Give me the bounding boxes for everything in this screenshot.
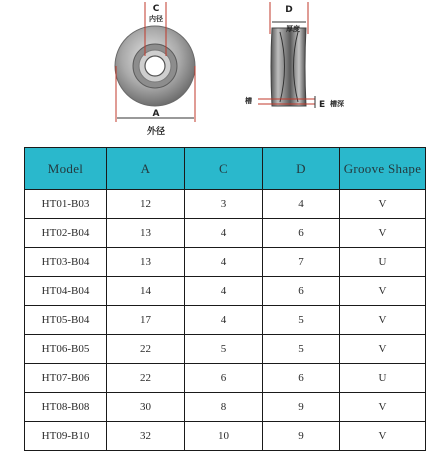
- label-groove-cn: 槽: [245, 97, 252, 105]
- label-d: D: [285, 5, 293, 15]
- cell-model: HT06-B05: [25, 335, 107, 364]
- cell-c: 10: [185, 422, 263, 451]
- label-c-cn: 内径: [149, 15, 163, 23]
- cell-model: HT02-B04: [25, 219, 107, 248]
- cell-groove: V: [340, 422, 426, 451]
- cell-c: 4: [185, 306, 263, 335]
- cell-d: 9: [263, 422, 340, 451]
- table-row: [25, 219, 426, 248]
- cell-a: 22: [107, 335, 185, 364]
- cell-a: 17: [107, 306, 185, 335]
- cell-c: 8: [185, 393, 263, 422]
- cell-groove: V: [340, 393, 426, 422]
- cell-a: 14: [107, 277, 185, 306]
- cell-model: HT05-B04: [25, 306, 107, 335]
- cell-c: 4: [185, 219, 263, 248]
- header-model: Model: [25, 148, 107, 190]
- label-e-cn: 槽深: [330, 100, 344, 108]
- cell-a: 22: [107, 364, 185, 393]
- table-row: [25, 335, 426, 364]
- cell-groove: U: [340, 364, 426, 393]
- table-row: [25, 190, 426, 219]
- cell-c: 5: [185, 335, 263, 364]
- spec-table-header: [25, 148, 426, 190]
- cell-d: 6: [263, 364, 340, 393]
- front-view-bearing: [115, 26, 195, 106]
- cell-groove: U: [340, 248, 426, 277]
- table-row: [25, 306, 426, 335]
- table-row: [25, 248, 426, 277]
- cell-model: HT07-B06: [25, 364, 107, 393]
- label-e: E: [319, 100, 326, 110]
- cell-a: 12: [107, 190, 185, 219]
- label-c: C: [152, 4, 160, 14]
- label-a-cn: 外径: [146, 127, 166, 137]
- cell-d: 6: [263, 277, 340, 306]
- cell-c: 3: [185, 190, 263, 219]
- cell-c: 6: [185, 364, 263, 393]
- cell-a: 13: [107, 219, 185, 248]
- label-a: A: [152, 109, 160, 119]
- cell-groove: V: [340, 277, 426, 306]
- side-view-bearing: [271, 28, 306, 106]
- cell-d: 4: [263, 190, 340, 219]
- header-groove-shape: Groove Shape: [340, 148, 426, 190]
- header-c: C: [185, 148, 263, 190]
- cell-model: HT04-B04: [25, 277, 107, 306]
- cell-model: HT09-B10: [25, 422, 107, 451]
- cell-a: 30: [107, 393, 185, 422]
- cell-c: 4: [185, 248, 263, 277]
- cell-d: 9: [263, 393, 340, 422]
- cell-d: 6: [263, 219, 340, 248]
- bearing-diagram: [0, 0, 448, 145]
- cell-model: HT08-B08: [25, 393, 107, 422]
- table-row: [25, 364, 426, 393]
- table-row: [25, 277, 426, 306]
- cell-groove: V: [340, 335, 426, 364]
- cell-a: 32: [107, 422, 185, 451]
- label-d-cn: 厚度: [286, 25, 300, 33]
- table-row: [25, 393, 426, 422]
- cell-d: 7: [263, 248, 340, 277]
- cell-c: 4: [185, 277, 263, 306]
- cell-a: 13: [107, 248, 185, 277]
- cell-groove: V: [340, 190, 426, 219]
- cell-d: 5: [263, 335, 340, 364]
- cell-groove: V: [340, 219, 426, 248]
- cell-groove: V: [340, 306, 426, 335]
- cell-d: 5: [263, 306, 340, 335]
- spec-table-body: [25, 190, 426, 451]
- cell-model: HT03-B04: [25, 248, 107, 277]
- header-a: A: [107, 148, 185, 190]
- table-row: [25, 422, 426, 451]
- bearing-drawing: [0, 0, 448, 145]
- spec-table: [24, 147, 426, 451]
- header-d: D: [263, 148, 340, 190]
- cell-model: HT01-B03: [25, 190, 107, 219]
